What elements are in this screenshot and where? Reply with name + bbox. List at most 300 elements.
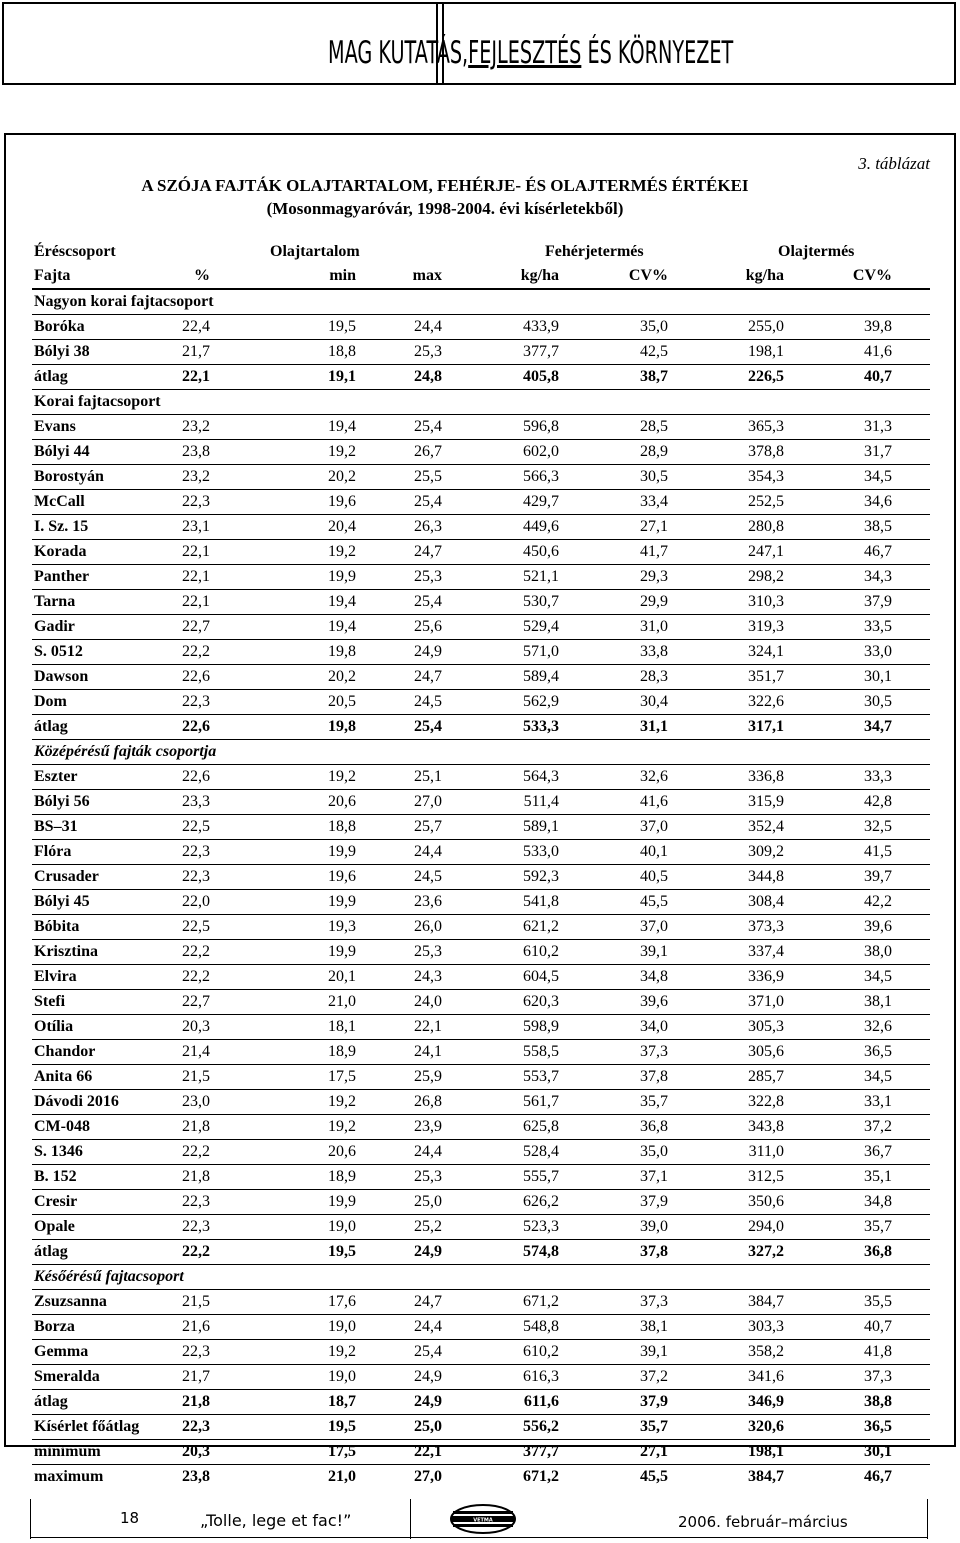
cell-olaj-min: 18,8 — [328, 343, 356, 360]
header-percent: % — [194, 267, 210, 284]
cell-fajta: Bólyi 44 — [34, 443, 90, 460]
cell-olaj-min: 19,4 — [328, 418, 356, 435]
cell-feherje-cv: 37,1 — [640, 1168, 668, 1185]
table-subtitle — [0, 199, 960, 219]
cell-feherje-cv: 45,5 — [640, 1468, 668, 1485]
cell-olaj-kgha: 303,3 — [748, 1318, 784, 1335]
cell-olaj-pct: 21,5 — [182, 1068, 210, 1085]
cell-olaj-cv: 36,8 — [864, 1243, 892, 1260]
cell-olaj-pct: 21,8 — [182, 1393, 210, 1410]
cell-olaj-min: 19,5 — [328, 318, 356, 335]
cell-olaj-pct: 22,6 — [182, 768, 210, 785]
cell-olaj-max: 24,0 — [414, 993, 442, 1010]
cell-feherje-kgha: 405,8 — [523, 368, 559, 385]
cell-feherje-kgha: 671,2 — [523, 1468, 559, 1485]
cell-feherje-cv: 37,0 — [640, 918, 668, 935]
cell-olaj-max: 24,3 — [414, 968, 442, 985]
cell-olaj-kgha: 320,6 — [748, 1418, 784, 1435]
table-row — [32, 1340, 930, 1365]
header-fajta: Fajta — [34, 267, 71, 284]
table-row — [32, 1315, 930, 1340]
cell-olaj-pct: 23,8 — [182, 443, 210, 460]
group-label: Középérésű fajták csoportja — [34, 743, 217, 760]
cell-olaj-min: 19,1 — [328, 368, 356, 385]
group-header-row — [32, 740, 930, 765]
cell-feherje-kgha: 433,9 — [523, 318, 559, 335]
table-row — [32, 865, 930, 890]
cell-olaj-pct: 21,7 — [182, 343, 210, 360]
cell-olaj-pct: 22,2 — [182, 943, 210, 960]
cell-olaj-pct: 21,4 — [182, 1043, 210, 1060]
table-row — [32, 815, 930, 840]
cell-olaj-cv: 34,8 — [864, 1193, 892, 1210]
cell-olaj-min: 19,8 — [328, 718, 356, 735]
cell-fajta: Flóra — [34, 843, 72, 860]
cell-olaj-cv: 35,7 — [864, 1218, 892, 1235]
cell-olaj-cv: 37,3 — [864, 1368, 892, 1385]
cell-feherje-cv: 38,1 — [640, 1318, 668, 1335]
group-header-row — [32, 290, 930, 315]
summary-row — [32, 715, 930, 740]
cell-feherje-cv: 29,9 — [640, 593, 668, 610]
page-footer — [30, 1499, 928, 1539]
cell-olaj-max: 25,3 — [414, 343, 442, 360]
cell-olaj-kgha: 319,3 — [748, 618, 784, 635]
table-row — [32, 840, 930, 865]
cell-olaj-min: 20,2 — [328, 668, 356, 685]
group-label: Korai fajtacsoport — [34, 393, 161, 410]
header-row-1 — [32, 240, 930, 264]
cell-olaj-kgha: 346,9 — [748, 1393, 784, 1410]
table-row — [32, 965, 930, 990]
cell-fajta: minimum — [34, 1443, 101, 1460]
cell-olaj-min: 19,5 — [328, 1243, 356, 1260]
table-row — [32, 1165, 930, 1190]
cell-fajta: Stefi — [34, 993, 66, 1010]
cell-olaj-kgha: 311,0 — [748, 1143, 784, 1160]
cell-feherje-kgha: 533,3 — [523, 718, 559, 735]
table-row — [32, 540, 930, 565]
cell-feherje-cv: 35,0 — [640, 318, 668, 335]
cell-feherje-cv: 37,0 — [640, 818, 668, 835]
cell-feherje-kgha: 611,6 — [523, 1393, 559, 1410]
cell-olaj-cv: 30,5 — [864, 693, 892, 710]
cell-olaj-max: 25,4 — [414, 1343, 442, 1360]
header-olajtermes: Olajtermés — [778, 243, 855, 260]
cell-feherje-kgha: 610,2 — [523, 1343, 559, 1360]
cell-feherje-cv: 37,8 — [640, 1068, 668, 1085]
cell-feherje-cv: 31,0 — [640, 618, 668, 635]
cell-olaj-kgha: 305,6 — [748, 1043, 784, 1060]
cell-olaj-cv: 31,3 — [864, 418, 892, 435]
cell-feherje-kgha: 592,3 — [523, 868, 559, 885]
table-title — [0, 176, 960, 196]
cell-feherje-kgha: 529,4 — [523, 618, 559, 635]
cell-olaj-cv: 30,1 — [864, 668, 892, 685]
cell-fajta: Gadir — [34, 618, 75, 635]
table-title-line2: (Mosonmagyaróvár, 1998-2004. évi kísérletekből) — [266, 199, 624, 218]
cell-olaj-kgha: 341,6 — [748, 1368, 784, 1385]
cell-feherje-kgha: 556,2 — [523, 1418, 559, 1435]
cell-olaj-pct: 20,3 — [182, 1018, 210, 1035]
cell-olaj-pct: 22,1 — [182, 593, 210, 610]
table-row — [32, 790, 930, 815]
cell-feherje-cv: 33,8 — [640, 643, 668, 660]
cell-fajta: Bóbita — [34, 918, 80, 935]
cell-olaj-pct: 22,3 — [182, 1218, 210, 1235]
cell-feherje-kgha: 564,3 — [523, 768, 559, 785]
cell-feherje-cv: 30,4 — [640, 693, 668, 710]
cell-olaj-max: 24,9 — [414, 643, 442, 660]
cell-feherje-kgha: 604,5 — [523, 968, 559, 985]
cell-feherje-kgha: 533,0 — [523, 843, 559, 860]
cell-olaj-min: 19,8 — [328, 643, 356, 660]
footer-divider — [30, 1499, 31, 1539]
cell-olaj-max: 25,9 — [414, 1068, 442, 1085]
footer-divider — [927, 1499, 928, 1539]
cell-feherje-cv: 39,6 — [640, 993, 668, 1010]
cell-olaj-min: 19,2 — [328, 543, 356, 560]
header-feherje-kgha: kg/ha — [520, 267, 559, 284]
cell-feherje-cv: 34,8 — [640, 968, 668, 985]
cell-olaj-kgha: 384,7 — [748, 1468, 784, 1485]
cell-fajta: Dávodi 2016 — [34, 1093, 119, 1110]
cell-olaj-max: 24,4 — [414, 1143, 442, 1160]
cell-feherje-cv: 40,1 — [640, 843, 668, 860]
cell-olaj-kgha: 324,1 — [748, 643, 784, 660]
cell-olaj-cv: 39,7 — [864, 868, 892, 885]
cell-olaj-max: 24,9 — [414, 1368, 442, 1385]
cell-olaj-min: 19,2 — [328, 1118, 356, 1135]
cell-olaj-max: 24,1 — [414, 1043, 442, 1060]
cell-olaj-cv: 35,1 — [864, 1168, 892, 1185]
cell-fajta: Borza — [34, 1318, 75, 1335]
cell-fajta: Elvira — [34, 968, 77, 985]
journal-title-part3: ÉS KÖRNYEZET — [587, 35, 734, 71]
cell-fajta: Anita 66 — [34, 1068, 93, 1085]
cell-fajta: átlag — [34, 1393, 68, 1410]
table-row — [32, 665, 930, 690]
group-header-row — [32, 390, 930, 415]
header-eres: Éréscsoport — [34, 243, 116, 260]
cell-feherje-kgha: 523,3 — [523, 1218, 559, 1235]
cell-olaj-cv: 41,6 — [864, 343, 892, 360]
cell-olaj-min: 21,0 — [328, 993, 356, 1010]
cell-olaj-pct: 23,2 — [182, 468, 210, 485]
cell-feherje-kgha: 616,3 — [523, 1368, 559, 1385]
cell-feherje-cv: 39,0 — [640, 1218, 668, 1235]
cell-olaj-max: 25,4 — [414, 718, 442, 735]
cell-olaj-max: 25,2 — [414, 1218, 442, 1235]
cell-olaj-pct: 22,3 — [182, 1343, 210, 1360]
summary-row — [32, 1440, 930, 1465]
footer-baseline — [30, 1537, 928, 1538]
cell-olaj-cv: 39,8 — [864, 318, 892, 335]
cell-olaj-cv: 46,7 — [864, 543, 892, 560]
cell-olaj-cv: 41,8 — [864, 1343, 892, 1360]
cell-feherje-kgha: 548,8 — [523, 1318, 559, 1335]
cell-olaj-min: 18,1 — [328, 1018, 356, 1035]
cell-olaj-cv: 41,5 — [864, 843, 892, 860]
cell-fajta: Dawson — [34, 668, 89, 685]
cell-feherje-cv: 39,1 — [640, 943, 668, 960]
cell-olaj-kgha: 309,2 — [748, 843, 784, 860]
cell-feherje-cv: 38,7 — [640, 368, 668, 385]
footer-divider — [410, 1499, 411, 1539]
cell-olaj-cv: 36,7 — [864, 1143, 892, 1160]
cell-olaj-cv: 37,2 — [864, 1118, 892, 1135]
cell-fajta: Evans — [34, 418, 76, 435]
svg-text:VETMA: VETMA — [473, 1517, 493, 1524]
cell-olaj-kgha: 371,0 — [748, 993, 784, 1010]
cell-olaj-kgha: 378,8 — [748, 443, 784, 460]
cell-olaj-max: 26,0 — [414, 918, 442, 935]
cell-olaj-cv: 35,5 — [864, 1293, 892, 1310]
cell-feherje-kgha: 626,2 — [523, 1193, 559, 1210]
cell-olaj-min: 19,6 — [328, 868, 356, 885]
cell-olaj-max: 24,4 — [414, 1318, 442, 1335]
cell-olaj-cv: 32,6 — [864, 1018, 892, 1035]
cell-feherje-cv: 37,3 — [640, 1293, 668, 1310]
cell-fajta: Opale — [34, 1218, 75, 1235]
cell-olaj-kgha: 354,3 — [748, 468, 784, 485]
cell-olaj-pct: 23,8 — [182, 1468, 210, 1485]
cell-olaj-pct: 22,6 — [182, 668, 210, 685]
cell-olaj-kgha: 350,6 — [748, 1193, 784, 1210]
cell-feherje-cv: 27,1 — [640, 1443, 668, 1460]
cell-olaj-pct: 22,2 — [182, 968, 210, 985]
journal-title-part1: MAG KUTATÁS, — [328, 35, 469, 71]
cell-olaj-min: 19,9 — [328, 893, 356, 910]
cell-olaj-min: 19,5 — [328, 1418, 356, 1435]
cell-olaj-pct: 21,7 — [182, 1368, 210, 1385]
table-row — [32, 490, 930, 515]
summary-row — [32, 365, 930, 390]
cell-fajta: McCall — [34, 493, 85, 510]
header-min: min — [329, 267, 356, 284]
table-row — [32, 1365, 930, 1390]
header-max: max — [412, 267, 442, 284]
cell-olaj-max: 24,5 — [414, 693, 442, 710]
cell-olaj-max: 24,4 — [414, 843, 442, 860]
cell-olaj-min: 20,5 — [328, 693, 356, 710]
cell-olaj-min: 17,5 — [328, 1443, 356, 1460]
cell-olaj-cv: 34,5 — [864, 468, 892, 485]
cell-olaj-cv: 40,7 — [864, 368, 892, 385]
cell-olaj-max: 22,1 — [414, 1018, 442, 1035]
table-row — [32, 515, 930, 540]
cell-feherje-cv: 37,9 — [640, 1193, 668, 1210]
cell-olaj-max: 24,7 — [414, 1293, 442, 1310]
cell-olaj-max: 25,4 — [414, 493, 442, 510]
summary-row — [32, 1390, 930, 1415]
cell-olaj-min: 19,9 — [328, 1193, 356, 1210]
cell-feherje-cv: 35,7 — [640, 1093, 668, 1110]
cell-olaj-max: 24,4 — [414, 318, 442, 335]
cell-olaj-min: 19,9 — [328, 943, 356, 960]
cell-olaj-cv: 33,1 — [864, 1093, 892, 1110]
footer-motto: „Tolle, lege et fac!” — [200, 1511, 352, 1530]
cell-olaj-pct: 22,3 — [182, 1193, 210, 1210]
cell-feherje-cv: 40,5 — [640, 868, 668, 885]
cell-olaj-kgha: 336,9 — [748, 968, 784, 985]
cell-olaj-min: 19,9 — [328, 843, 356, 860]
cell-olaj-kgha: 198,1 — [748, 1443, 784, 1460]
cell-fajta: Kísérlet főátlag — [34, 1418, 140, 1435]
cell-feherje-cv: 41,6 — [640, 793, 668, 810]
table-row — [32, 1115, 930, 1140]
cell-olaj-kgha: 285,7 — [748, 1068, 784, 1085]
table-row — [32, 940, 930, 965]
cell-fajta: Crusader — [34, 868, 99, 885]
cell-fajta: Panther — [34, 568, 90, 585]
cell-olaj-cv: 38,1 — [864, 993, 892, 1010]
cell-olaj-max: 22,1 — [414, 1443, 442, 1460]
cell-olaj-kgha: 280,8 — [748, 518, 784, 535]
cell-fajta: Smeralda — [34, 1368, 100, 1385]
cell-olaj-cv: 34,5 — [864, 968, 892, 985]
cell-feherje-cv: 28,5 — [640, 418, 668, 435]
cell-olaj-pct: 23,2 — [182, 418, 210, 435]
cell-olaj-kgha: 255,0 — [748, 318, 784, 335]
cell-feherje-cv: 37,3 — [640, 1043, 668, 1060]
cell-olaj-pct: 22,3 — [182, 693, 210, 710]
cell-olaj-cv: 31,7 — [864, 443, 892, 460]
cell-olaj-max: 25,0 — [414, 1418, 442, 1435]
cell-fajta: I. Sz. 15 — [34, 518, 89, 535]
cell-olaj-kgha: 373,3 — [748, 918, 784, 935]
table-row — [32, 415, 930, 440]
cell-olaj-kgha: 312,5 — [748, 1168, 784, 1185]
cell-olaj-cv: 40,7 — [864, 1318, 892, 1335]
summary-row — [32, 1465, 930, 1489]
cell-olaj-kgha: 226,5 — [748, 368, 784, 385]
cell-olaj-cv: 38,5 — [864, 518, 892, 535]
cell-olaj-kgha: 358,2 — [748, 1343, 784, 1360]
cell-feherje-cv: 37,8 — [640, 1243, 668, 1260]
cell-feherje-kgha: 555,7 — [523, 1168, 559, 1185]
cell-olaj-min: 18,7 — [328, 1393, 356, 1410]
cell-olaj-max: 27,0 — [414, 793, 442, 810]
cell-feherje-kgha: 574,8 — [523, 1243, 559, 1260]
cell-feherje-kgha: 450,6 — [523, 543, 559, 560]
table-row — [32, 340, 930, 365]
cell-olaj-min: 19,0 — [328, 1318, 356, 1335]
cell-fajta: Zsuzsanna — [34, 1293, 107, 1310]
cell-olaj-max: 26,3 — [414, 518, 442, 535]
cell-olaj-min: 19,2 — [328, 1093, 356, 1110]
cell-olaj-max: 24,7 — [414, 543, 442, 560]
cell-olaj-cv: 46,7 — [864, 1468, 892, 1485]
cell-olaj-max: 25,4 — [414, 418, 442, 435]
cell-fajta: Dom — [34, 693, 67, 710]
cell-olaj-min: 20,6 — [328, 793, 356, 810]
cell-fajta: Cresir — [34, 1193, 78, 1210]
cell-olaj-kgha: 327,2 — [748, 1243, 784, 1260]
cell-feherje-cv: 28,9 — [640, 443, 668, 460]
table-row — [32, 615, 930, 640]
cell-olaj-cv: 36,5 — [864, 1418, 892, 1435]
cell-olaj-pct: 21,8 — [182, 1118, 210, 1135]
cell-feherje-kgha: 530,7 — [523, 593, 559, 610]
table-row — [32, 565, 930, 590]
cell-olaj-pct: 22,5 — [182, 818, 210, 835]
cell-olaj-min: 20,2 — [328, 468, 356, 485]
cell-olaj-kgha: 351,7 — [748, 668, 784, 685]
cell-olaj-pct: 23,1 — [182, 518, 210, 535]
cell-fajta: Gemma — [34, 1343, 89, 1360]
cell-olaj-min: 18,8 — [328, 818, 356, 835]
cell-olaj-min: 19,4 — [328, 593, 356, 610]
group-header-row — [32, 1265, 930, 1290]
cell-olaj-kgha: 322,6 — [748, 693, 784, 710]
cell-olaj-pct: 22,2 — [182, 1143, 210, 1160]
cell-olaj-min: 20,1 — [328, 968, 356, 985]
cell-feherje-kgha: 561,7 — [523, 1093, 559, 1110]
cell-feherje-kgha: 449,6 — [523, 518, 559, 535]
cell-feherje-cv: 36,8 — [640, 1118, 668, 1135]
cell-olaj-cv: 34,5 — [864, 1068, 892, 1085]
cell-feherje-kgha: 377,7 — [523, 343, 559, 360]
cell-olaj-min: 20,4 — [328, 518, 356, 535]
cell-olaj-pct: 22,3 — [182, 1418, 210, 1435]
cell-olaj-min: 21,0 — [328, 1468, 356, 1485]
cell-olaj-pct: 22,6 — [182, 718, 210, 735]
cell-fajta: átlag — [34, 1243, 68, 1260]
cell-olaj-min: 19,0 — [328, 1368, 356, 1385]
cell-feherje-cv: 39,1 — [640, 1343, 668, 1360]
header-feherjetermes: Fehérjetermés — [545, 243, 644, 260]
cell-olaj-cv: 33,5 — [864, 618, 892, 635]
cell-olaj-kgha: 336,8 — [748, 768, 784, 785]
cell-fajta: Korada — [34, 543, 87, 560]
cell-olaj-cv: 30,1 — [864, 1443, 892, 1460]
table-row — [32, 765, 930, 790]
table-row — [32, 690, 930, 715]
cell-feherje-kgha: 671,2 — [523, 1293, 559, 1310]
cell-olaj-max: 24,5 — [414, 868, 442, 885]
cell-olaj-kgha: 294,0 — [748, 1218, 784, 1235]
cell-fajta: S. 1346 — [34, 1143, 83, 1160]
cell-olaj-max: 25,3 — [414, 1168, 442, 1185]
cell-feherje-kgha: 558,5 — [523, 1043, 559, 1060]
cell-feherje-cv: 41,7 — [640, 543, 668, 560]
cell-feherje-cv: 33,4 — [640, 493, 668, 510]
table-row — [32, 890, 930, 915]
cell-olaj-cv: 36,5 — [864, 1043, 892, 1060]
cell-olaj-pct: 22,1 — [182, 543, 210, 560]
cell-olaj-max: 23,6 — [414, 893, 442, 910]
cell-olaj-cv: 39,6 — [864, 918, 892, 935]
cell-feherje-kgha: 602,0 — [523, 443, 559, 460]
cell-olaj-cv: 32,5 — [864, 818, 892, 835]
cell-feherje-cv: 35,0 — [640, 1143, 668, 1160]
cell-feherje-kgha: 562,9 — [523, 693, 559, 710]
journal-title — [328, 28, 734, 78]
cell-olaj-kgha: 384,7 — [748, 1293, 784, 1310]
cell-fajta: Bólyi 45 — [34, 893, 90, 910]
cell-feherje-kgha: 621,2 — [523, 918, 559, 935]
cell-olaj-max: 23,9 — [414, 1118, 442, 1135]
cell-olaj-min: 17,6 — [328, 1293, 356, 1310]
cell-olaj-kgha: 365,3 — [748, 418, 784, 435]
cell-olaj-min: 18,9 — [328, 1168, 356, 1185]
cell-olaj-kgha: 308,4 — [748, 893, 784, 910]
cell-fajta: átlag — [34, 718, 68, 735]
cell-olaj-pct: 22,2 — [182, 1243, 210, 1260]
table-row — [32, 1065, 930, 1090]
cell-feherje-kgha: 589,1 — [523, 818, 559, 835]
